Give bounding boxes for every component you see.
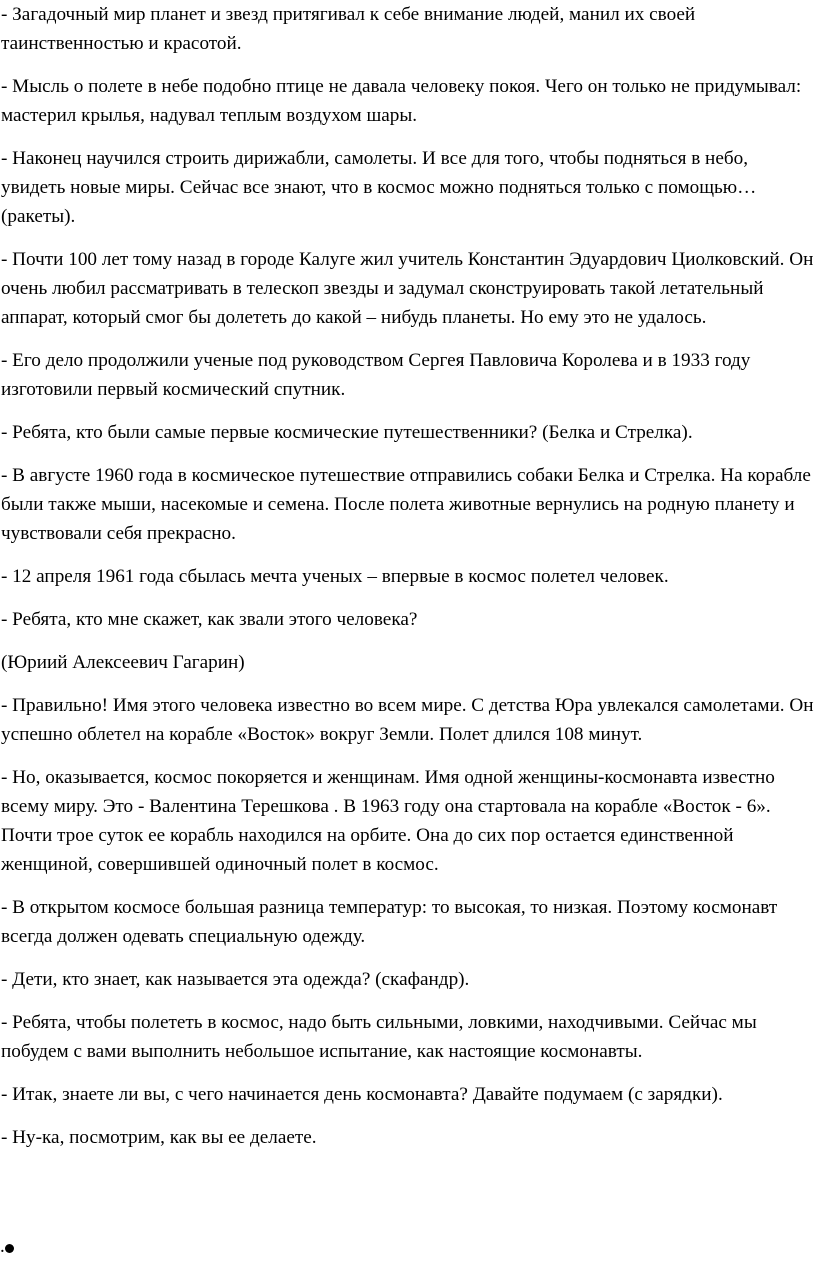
paragraph: - Но, оказывается, космос покоряется и женщинам. Имя одной женщины-космонавта известно всему миру. Это - Валентина Терешкова . В 1963 году она стартовала на корабле «Восток - 6». Почти трое суток ее корабль находился на орбите. Она до сих пор остается единственной женщиной, совершившей одиночный полет в космос. <box>1 767 775 875</box>
paragraph: - Его дело продолжили ученые под руководством Сергея Павловича Королева и в 1933 году изготовили первый космический спутник. <box>1 350 751 400</box>
paragraph: - Наконец научился строить дирижабли, самолеты. И все для того, чтобы подняться в небо, увидеть новые миры. Сейчас все знают, что в космос можно подняться только с помощью… (ракеты). <box>1 148 757 227</box>
paragraph: (Юриий Алексеевич Гагарин) <box>1 652 245 673</box>
bullet-icon <box>5 1244 14 1253</box>
paragraph: - Загадочный мир планет и звезд притягивал к себе внимание людей, манил их своей таинственностью и красотой. <box>1 4 696 54</box>
paragraph: - Мысль о полете в небе подобно птице не давала человеку покоя. Чего он только не придумывал: мастерил крылья, надувал теплым воздухом шары. <box>1 76 802 126</box>
paragraph: - Ну-ка, посмотрим, как вы ее делаете. <box>1 1127 317 1148</box>
paragraph: - Дети, кто знает, как называется эта одежда? (скафандр). <box>1 969 470 990</box>
paragraph: - Почти 100 лет тому назад в городе Калуге жил учитель Константин Эдуардович Циолковский. Он очень любил рассматривать в телескоп звезды и задумал сконструировать такой летательный аппарат, который смог бы долететь до какой – нибудь планеты. Но ему это не удалось. <box>1 249 814 328</box>
paragraph: - 12 апреля 1961 года сбылась мечта ученых – впервые в космос полетел человек. <box>1 566 669 587</box>
paragraph: - Ребята, чтобы полететь в космос, надо быть сильными, ловкими, находчивыми. Сейчас мы побудем с вами выполнить небольшое испытание, как настоящие космонавты. <box>1 1012 757 1062</box>
paragraph: - Ребята, кто мне скажет, как звали этого человека? <box>1 609 418 630</box>
paragraph: - В августе 1960 года в космическое путешествие отправились собаки Белка и Стрелка. На корабле были также мыши, насекомые и семена. После полета животные вернулись на родную планету и чувствовали себя прекрасно. <box>1 465 811 544</box>
empty-bullet-line <box>0 1232 14 1261</box>
paragraph: - Итак, знаете ли вы, с чего начинается день космонавта? Давайте подумаем (с зарядки). <box>1 1084 723 1105</box>
trailing-period: . <box>0 1235 5 1257</box>
paragraph: - Правильно! Имя этого человека известно во всем мире. С детства Юра увлекался самолетами. Он успешно облетел на корабле «Восток» вокруг Земли. Полет длился 108 минут. <box>1 695 814 745</box>
paragraph: - В открытом космосе большая разница температур: то высокая, то низкая. Поэтому космонавт всегда должен одевать специальную одежду. <box>1 897 778 947</box>
paragraph: - Ребята, кто были самые первые космические путешественники? (Белка и Стрелка). <box>1 422 693 443</box>
